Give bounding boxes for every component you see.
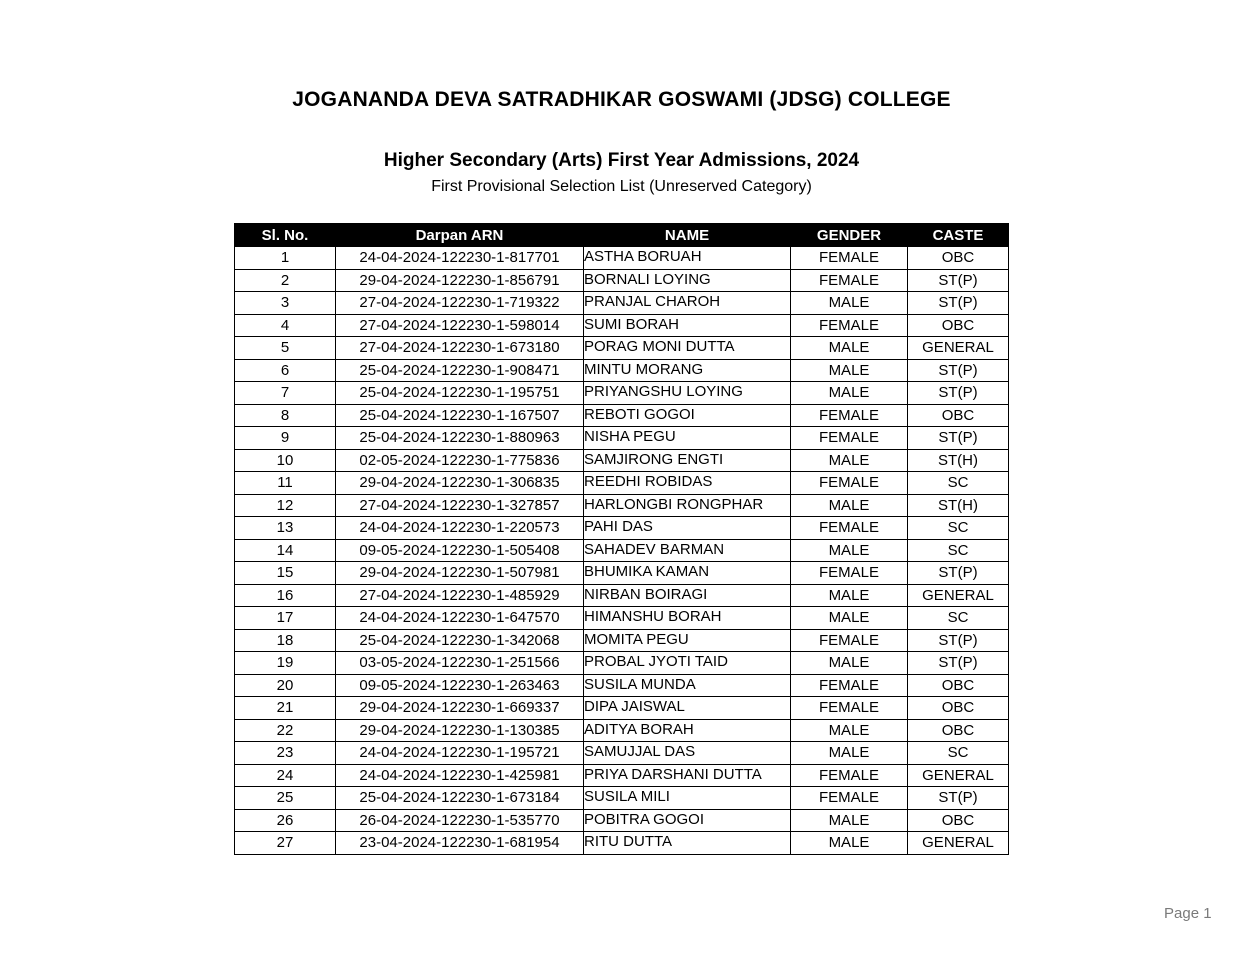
cell-caste: OBC <box>908 697 1009 720</box>
table-row <box>235 742 1009 765</box>
table-row <box>235 652 1009 675</box>
cell-gender: MALE <box>791 652 908 675</box>
cell-sl-no: 6 <box>235 359 336 382</box>
cell-sl-no: 19 <box>235 652 336 675</box>
cell-sl-no: 21 <box>235 697 336 720</box>
cell-name: PROBAL JYOTI TAID <box>584 652 791 675</box>
cell-gender: FEMALE <box>791 517 908 540</box>
cell-name: HARLONGBI RONGPHAR <box>584 494 791 517</box>
table-row <box>235 494 1009 517</box>
cell-gender: FEMALE <box>791 697 908 720</box>
cell-caste: OBC <box>908 719 1009 742</box>
cell-caste: SC <box>908 539 1009 562</box>
table-row <box>235 359 1009 382</box>
cell-darpan-arn: 24-04-2024-122230-1-647570 <box>336 607 584 630</box>
cell-name: SUMI BORAH <box>584 314 791 337</box>
cell-gender: MALE <box>791 337 908 360</box>
cell-gender: MALE <box>791 832 908 855</box>
cell-darpan-arn: 24-04-2024-122230-1-425981 <box>336 764 584 787</box>
table-row <box>235 337 1009 360</box>
table-row <box>235 539 1009 562</box>
cell-name: RITU DUTTA <box>584 832 791 855</box>
table-row <box>235 629 1009 652</box>
cell-caste: SC <box>908 472 1009 495</box>
cell-name: PRANJAL CHAROH <box>584 292 791 315</box>
cell-gender: FEMALE <box>791 314 908 337</box>
cell-name: MOMITA PEGU <box>584 629 791 652</box>
cell-gender: MALE <box>791 607 908 630</box>
cell-sl-no: 26 <box>235 809 336 832</box>
cell-gender: FEMALE <box>791 629 908 652</box>
table-row <box>235 517 1009 540</box>
cell-caste: GENERAL <box>908 584 1009 607</box>
cell-name: ADITYA BORAH <box>584 719 791 742</box>
cell-gender: MALE <box>791 449 908 472</box>
cell-name: MINTU MORANG <box>584 359 791 382</box>
cell-gender: FEMALE <box>791 404 908 427</box>
cell-sl-no: 23 <box>235 742 336 765</box>
cell-gender: MALE <box>791 382 908 405</box>
cell-caste: SC <box>908 517 1009 540</box>
page-number: Page 1 <box>1164 905 1212 922</box>
table-row <box>235 292 1009 315</box>
cell-sl-no: 24 <box>235 764 336 787</box>
table-row <box>235 584 1009 607</box>
cell-sl-no: 10 <box>235 449 336 472</box>
table-row <box>235 314 1009 337</box>
cell-name: PAHI DAS <box>584 517 791 540</box>
cell-name: SAHADEV BARMAN <box>584 539 791 562</box>
cell-darpan-arn: 24-04-2024-122230-1-220573 <box>336 517 584 540</box>
cell-darpan-arn: 29-04-2024-122230-1-669337 <box>336 697 584 720</box>
cell-darpan-arn: 25-04-2024-122230-1-673184 <box>336 787 584 810</box>
cell-sl-no: 9 <box>235 427 336 450</box>
cell-darpan-arn: 24-04-2024-122230-1-817701 <box>336 247 584 270</box>
table-row <box>235 247 1009 270</box>
cell-name: REBOTI GOGOI <box>584 404 791 427</box>
cell-name: PRIYA DARSHANI DUTTA <box>584 764 791 787</box>
cell-sl-no: 18 <box>235 629 336 652</box>
col-header-sl-no: Sl. No. <box>235 224 336 247</box>
cell-name: REEDHI ROBIDAS <box>584 472 791 495</box>
cell-name: BORNALI LOYING <box>584 269 791 292</box>
cell-darpan-arn: 29-04-2024-122230-1-306835 <box>336 472 584 495</box>
cell-gender: FEMALE <box>791 764 908 787</box>
cell-darpan-arn: 29-04-2024-122230-1-130385 <box>336 719 584 742</box>
cell-sl-no: 1 <box>235 247 336 270</box>
cell-sl-no: 16 <box>235 584 336 607</box>
col-header-gender: GENDER <box>791 224 908 247</box>
table-row <box>235 674 1009 697</box>
cell-darpan-arn: 09-05-2024-122230-1-505408 <box>336 539 584 562</box>
cell-gender: MALE <box>791 809 908 832</box>
college-title: JOGANANDA DEVA SATRADHIKAR GOSWAMI (JDSG) COLLEGE <box>292 88 951 111</box>
table-row <box>235 787 1009 810</box>
table-row <box>235 607 1009 630</box>
cell-caste: OBC <box>908 314 1009 337</box>
cell-sl-no: 14 <box>235 539 336 562</box>
cell-darpan-arn: 26-04-2024-122230-1-535770 <box>336 809 584 832</box>
cell-darpan-arn: 29-04-2024-122230-1-507981 <box>336 562 584 585</box>
cell-sl-no: 5 <box>235 337 336 360</box>
table-header <box>235 224 1009 247</box>
cell-caste: ST(P) <box>908 427 1009 450</box>
cell-name: SAMUJJAL DAS <box>584 742 791 765</box>
cell-darpan-arn: 27-04-2024-122230-1-719322 <box>336 292 584 315</box>
cell-name: DIPA JAISWAL <box>584 697 791 720</box>
cell-darpan-arn: 25-04-2024-122230-1-880963 <box>336 427 584 450</box>
cell-gender: MALE <box>791 584 908 607</box>
cell-caste: ST(P) <box>908 359 1009 382</box>
cell-sl-no: 8 <box>235 404 336 427</box>
cell-darpan-arn: 27-04-2024-122230-1-327857 <box>336 494 584 517</box>
cell-sl-no: 15 <box>235 562 336 585</box>
cell-darpan-arn: 24-04-2024-122230-1-195721 <box>336 742 584 765</box>
table-row <box>235 449 1009 472</box>
table-row <box>235 764 1009 787</box>
cell-caste: SC <box>908 742 1009 765</box>
selection-table <box>234 223 1009 855</box>
table-row <box>235 562 1009 585</box>
cell-gender: MALE <box>791 742 908 765</box>
cell-caste: ST(P) <box>908 652 1009 675</box>
cell-caste: ST(P) <box>908 629 1009 652</box>
cell-caste: ST(P) <box>908 292 1009 315</box>
cell-gender: FEMALE <box>791 472 908 495</box>
table-row <box>235 404 1009 427</box>
col-header-caste: CASTE <box>908 224 1009 247</box>
table-row <box>235 427 1009 450</box>
cell-caste: OBC <box>908 809 1009 832</box>
cell-darpan-arn: 25-04-2024-122230-1-908471 <box>336 359 584 382</box>
cell-darpan-arn: 27-04-2024-122230-1-485929 <box>336 584 584 607</box>
cell-caste: OBC <box>908 404 1009 427</box>
cell-caste: OBC <box>908 247 1009 270</box>
cell-caste: ST(H) <box>908 494 1009 517</box>
cell-name: POBITRA GOGOI <box>584 809 791 832</box>
cell-caste: GENERAL <box>908 832 1009 855</box>
cell-sl-no: 3 <box>235 292 336 315</box>
cell-caste: ST(P) <box>908 562 1009 585</box>
cell-darpan-arn: 09-05-2024-122230-1-263463 <box>336 674 584 697</box>
cell-gender: FEMALE <box>791 674 908 697</box>
cell-gender: FEMALE <box>791 562 908 585</box>
col-header-darpan-arn: Darpan ARN <box>336 224 584 247</box>
cell-darpan-arn: 23-04-2024-122230-1-681954 <box>336 832 584 855</box>
cell-sl-no: 12 <box>235 494 336 517</box>
cell-sl-no: 17 <box>235 607 336 630</box>
cell-name: PORAG MONI DUTTA <box>584 337 791 360</box>
cell-gender: MALE <box>791 719 908 742</box>
cell-caste: GENERAL <box>908 337 1009 360</box>
table-row <box>235 832 1009 855</box>
cell-name: NIRBAN BOIRAGI <box>584 584 791 607</box>
cell-caste: ST(P) <box>908 382 1009 405</box>
cell-gender: FEMALE <box>791 247 908 270</box>
admission-title: Higher Secondary (Arts) First Year Admissions, 2024 <box>383 150 860 171</box>
cell-sl-no: 7 <box>235 382 336 405</box>
cell-caste: OBC <box>908 674 1009 697</box>
cell-darpan-arn: 25-04-2024-122230-1-167507 <box>336 404 584 427</box>
table-row <box>235 809 1009 832</box>
cell-gender: FEMALE <box>791 787 908 810</box>
cell-gender: MALE <box>791 359 908 382</box>
header-row <box>235 224 1009 247</box>
cell-sl-no: 25 <box>235 787 336 810</box>
cell-name: SUSILA MILI <box>584 787 791 810</box>
col-header-name: NAME <box>584 224 791 247</box>
cell-name: ASTHA BORUAH <box>584 247 791 270</box>
cell-sl-no: 2 <box>235 269 336 292</box>
cell-sl-no: 20 <box>235 674 336 697</box>
cell-darpan-arn: 25-04-2024-122230-1-195751 <box>336 382 584 405</box>
cell-sl-no: 11 <box>235 472 336 495</box>
table-row <box>235 269 1009 292</box>
cell-sl-no: 13 <box>235 517 336 540</box>
table-body <box>235 247 1009 855</box>
list-subtitle: First Provisional Selection List (Unreserved Category) <box>431 178 812 195</box>
cell-caste: ST(P) <box>908 787 1009 810</box>
cell-name: SAMJIRONG ENGTI <box>584 449 791 472</box>
cell-darpan-arn: 27-04-2024-122230-1-673180 <box>336 337 584 360</box>
cell-name: BHUMIKA KAMAN <box>584 562 791 585</box>
cell-sl-no: 27 <box>235 832 336 855</box>
cell-darpan-arn: 03-05-2024-122230-1-251566 <box>336 652 584 675</box>
cell-gender: MALE <box>791 292 908 315</box>
cell-caste: ST(P) <box>908 269 1009 292</box>
cell-name: PRIYANGSHU LOYING <box>584 382 791 405</box>
cell-darpan-arn: 27-04-2024-122230-1-598014 <box>336 314 584 337</box>
cell-gender: MALE <box>791 539 908 562</box>
cell-name: NISHA PEGU <box>584 427 791 450</box>
cell-gender: MALE <box>791 494 908 517</box>
cell-darpan-arn: 25-04-2024-122230-1-342068 <box>336 629 584 652</box>
cell-caste: SC <box>908 607 1009 630</box>
cell-sl-no: 22 <box>235 719 336 742</box>
table-row <box>235 719 1009 742</box>
table-row <box>235 697 1009 720</box>
cell-sl-no: 4 <box>235 314 336 337</box>
cell-darpan-arn: 29-04-2024-122230-1-856791 <box>336 269 584 292</box>
cell-darpan-arn: 02-05-2024-122230-1-775836 <box>336 449 584 472</box>
cell-caste: ST(H) <box>908 449 1009 472</box>
cell-name: SUSILA MUNDA <box>584 674 791 697</box>
cell-gender: FEMALE <box>791 269 908 292</box>
cell-gender: FEMALE <box>791 427 908 450</box>
table-row <box>235 472 1009 495</box>
table-row <box>235 382 1009 405</box>
cell-caste: GENERAL <box>908 764 1009 787</box>
cell-name: HIMANSHU BORAH <box>584 607 791 630</box>
